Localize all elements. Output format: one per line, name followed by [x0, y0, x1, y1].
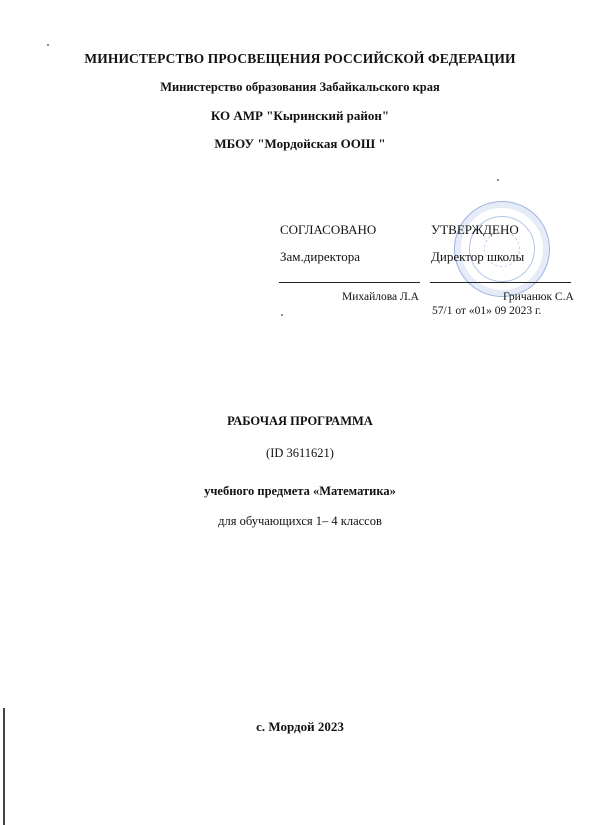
subject-name: учебного предмета «Математика» [204, 484, 396, 498]
target-audience: для обучающихся 1– 4 классов [218, 514, 382, 528]
scan-speck [497, 179, 499, 181]
approved-label: УТВЕРЖДЕНО [431, 222, 519, 237]
place-and-year: с. Мордой 2023 [256, 719, 344, 734]
regional-ministry: Министерство образования Забайкальского края [160, 80, 440, 94]
agreed-label: СОГЛАСОВАНО [280, 222, 377, 237]
scan-speck [281, 314, 283, 316]
agreed-name: Михайлова Л.А [342, 291, 419, 303]
approved-signature-line [430, 282, 571, 283]
program-id: (ID 3611621) [266, 446, 334, 460]
program-title: РАБОЧАЯ ПРОГРАММА [227, 414, 373, 428]
order-number: 57/1 от «01» 09 2023 г. [432, 305, 542, 317]
scan-edge-line [3, 708, 5, 825]
approved-position: Директор школы [431, 249, 525, 264]
agreed-position: Зам.директора [280, 249, 361, 264]
agreed-signature-line [279, 282, 420, 283]
ministry-heading: МИНИСТЕРСТВО ПРОСВЕЩЕНИЯ РОССИЙСКОЙ ФЕДЕРАЦИИ [84, 51, 516, 66]
approved-name: Гричанюк С.А [503, 291, 574, 303]
scan-speck [47, 44, 49, 46]
district-name: КО АМР "Кыринский район" [210, 108, 390, 123]
school-name: МБОУ "Мордойская ООШ " [214, 136, 386, 151]
